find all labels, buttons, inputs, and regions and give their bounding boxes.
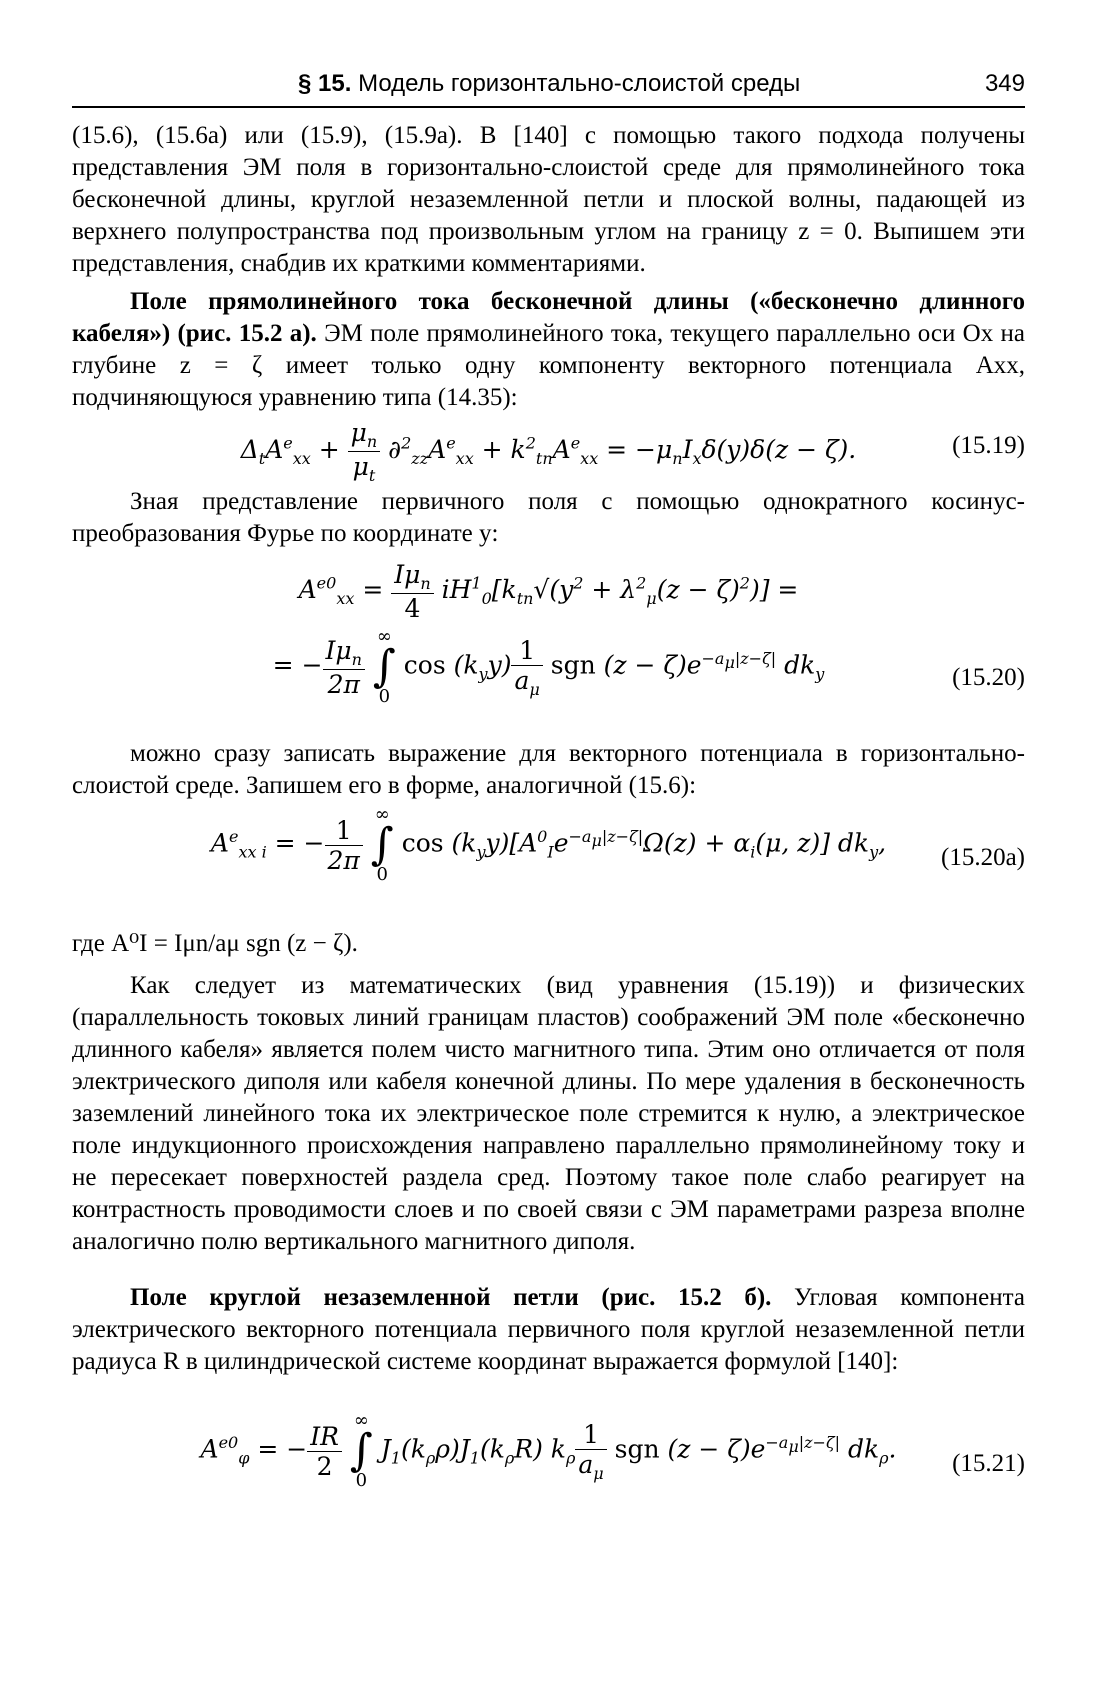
equation-number-15-20a: (15.20a)	[941, 844, 1025, 871]
paragraph-fourier: Зная представление первичного поля с помощью однократного косинус-преобразования Фурье по координате y:	[72, 488, 1025, 547]
equation-15-19: $\Delta_tA^e_{xx}$ + $\frac{\mu_n}{\mu_t}$ $\partial^2_{zz}A^e_{xx} + k^2_{tn}A^e_{xx} = -\mu_nI_x\delta(y)\delta(z - \zeta)$.	[240, 418, 857, 485]
equation-number-15-19: (15.19)	[952, 432, 1025, 459]
equation-number-15-20: (15.20)	[952, 664, 1025, 691]
paragraph-magnetic-type: Как следует из математических (вид уравнения (15.19)) и физических (параллельность токовых линий границам пластов) соображений ЭМ поле «бесконечно длинного кабеля» является полем чисто магнитного типа. Этим оно отличается от поля электрического диполя или кабеля конечной длины. По мере удаления в бесконечность заземлений линейного тока их электрическое поле стремится к нулю, а электрическое поле индукционного происхождения направлено параллельно прямолинейному току и не пересекает поверхностей раздела сред. Поэтому такое поле слабо реагирует на контрастность проводимости слоев и по своей связи с ЭМ параметрами разреза вполне аналогично полю вертикального магнитного диполя.	[72, 972, 1025, 1255]
paragraph-line-current: Поле прямолинейного тока бесконечной длины («бесконечно длинного кабеля») (рис. 15.2 а). ЭМ поле прямолинейного тока, текущего параллельно оси Ox на глубине z = ζ имеет только одну компоненту векторного потенциала Axx, подчиняющуюся уравнению типа (14.35):	[72, 288, 1025, 411]
equation-15-21: $A^{e0}_\varphi$ = − $\frac{IR}{2}$ ∞ ∫ 0 $J_1(k_\rho\rho)J_1(k_\rho R)$ $k_\rho$ $\frac{1}{a_\mu}$ sgn $(z - \zeta)e^{-a_\mu|z-\zeta|}$ $dk_\rho$.	[200, 1410, 897, 1491]
paragraph-intro: (15.6), (15.6a) или (15.9), (15.9a). В [140] с помощью такого подхода получены представления ЭМ поля в горизонтально-слоистой среде для прямолинейного тока бесконечной длины, круглой незаземленной петли и плоской волны, падающей из верхнего полупространства под произвольным углом на границу z = 0. Выпишем эти представления, снабдив их краткими комментариями.	[72, 122, 1025, 277]
running-header	[72, 66, 1025, 108]
section-title: § 15. Модель горизонтально-слоистой среды	[298, 70, 801, 97]
equation-number-15-21: (15.21)	[952, 1450, 1025, 1477]
paragraph-where: где A⁰I = Iμn/aμ sgn (z − ζ).	[72, 930, 358, 957]
paragraph-layered: можно сразу записать выражение для векторного потенциала в горизонтально-слоистой среде. Запишем его в форме, аналогичной (15.6):	[72, 740, 1025, 799]
equation-15-20a: $A^e_{xx i}$ = − $\frac{1}{2\pi}$ ∞ ∫ 0 $\cos (k_yy)[A^0_Ie^{-a_\mu|z-\zeta|}\Omega(z) + \alpha_i(\mu$, z)] $dk_y$,	[210, 804, 887, 885]
paragraph-loop: Поле круглой незаземленной петли (рис. 15.2 б). Угловая компонента электрического векторного потенциала первичного поля круглой незаземленной петли радиуса R в цилиндрической системе координат выражается формулой [140]:	[72, 1284, 1025, 1375]
page-number: 349	[984, 70, 1025, 97]
subsection-heading-loop: Поле круглой незаземленной петли (рис. 15.2 б).	[130, 1284, 772, 1311]
equation-15-20-line1: $A^{e0}_{xx}$ = $\frac{I\mu_n}{4}$ $iH^1_0[k_{tn}√(y^2 + \lambda^2_\mu(z - \zeta)^2)]$ =	[298, 560, 799, 623]
subsection-heading-line-current: Поле прямолинейного тока бесконечной длины («бесконечно длинного кабеля») (рис. 15.2 а).	[72, 288, 1025, 347]
equation-15-20-line2: = − $\frac{I\mu_n}{2\pi}$ ∞ ∫ 0 $\cos (k_yy)$ $\frac{1}{a_\mu}$ sgn $(z - \zeta)e^{-a_\mu|z-\zeta|}$ $dk_y$	[272, 626, 825, 707]
